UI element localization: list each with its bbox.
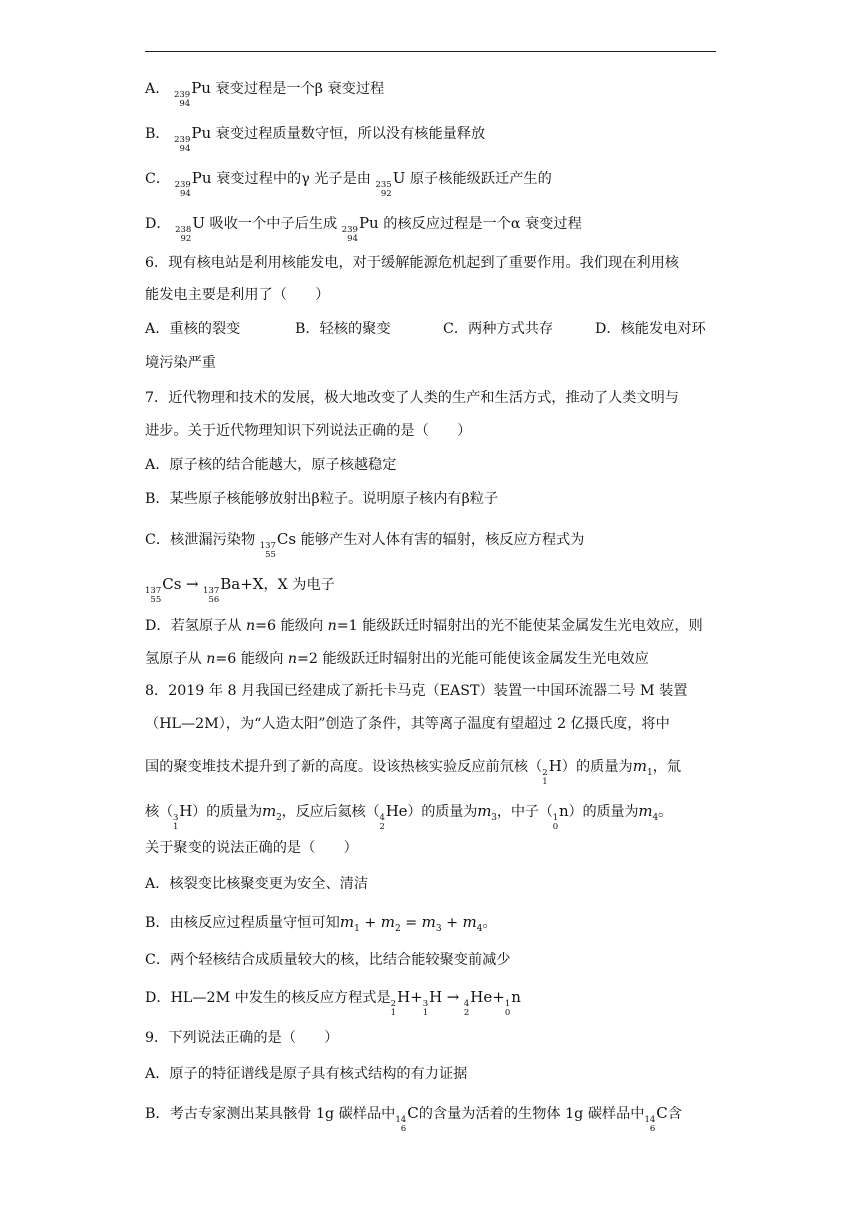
- nuclide-h2: 2 1 H: [542, 757, 562, 787]
- q8-stem-line4: 核（ 3 1 H）的质量为$m_2$，反应后氦核（ 4 2 He）的质量为$m_3$，中子（ 1 0 n）的质量为$m_4$。: [145, 802, 672, 832]
- q9-option-b[interactable]: B．考古专家测出某具骸骨 1g 碳样品中 14 6 C的含量为活着的生物体 1g 碳样品中 14 6 C含: [145, 1104, 682, 1134]
- q5-option-b[interactable]: B． 239 94 Pu 衰变过程质量数守恒，所以没有核能量释放: [145, 124, 486, 154]
- q8-option-a[interactable]: A．核裂变比核聚变更为安全、清洁: [145, 876, 369, 892]
- nuclide-h3: 3 1 H: [172, 802, 193, 832]
- q5-option-c[interactable]: C． 239 94 Pu 衰变过程中的γ 光子是由 235 92 U 原子核能级跃迁产生的: [145, 169, 552, 199]
- nuclide-pu239: 239 94 Pu: [341, 214, 379, 244]
- mass-m3: $m_3$: [477, 802, 497, 823]
- q7-stem-line1: 7．近代物理和技术的发展，极大地改变了人类的生产和生活方式，推动了人类文明与: [145, 390, 679, 406]
- header-rule: [145, 51, 716, 52]
- mass-m2: $m_2$: [262, 802, 282, 823]
- nuclide-ba137: 137 56 Ba+X: [203, 575, 264, 605]
- q7-option-d-cont: 氢原子从 n=6 能级向 n=2 能级跃迁时辐射出的光能可能使该金属发生光电效应: [145, 651, 649, 667]
- nuclide-pu239: 239 94 Pu: [174, 124, 212, 154]
- q8-stem-line1: 8．2019 年 8 月我国已经建成了新托卡马克（EAST）装置一中国环流器二号 M 装置: [145, 683, 688, 699]
- nuclide-pu239: 239 94 Pu: [174, 169, 212, 199]
- nuclide-n1: 1 0 n: [552, 802, 569, 832]
- nuclide-he4: 4 2 He: [379, 802, 408, 832]
- q5-option-a[interactable]: A． 239 94 Pu 衰变过程是一个β 衰变过程: [145, 79, 385, 109]
- q7-option-a[interactable]: A．原子核的结合能越大，原子核越稳定: [145, 457, 397, 473]
- q8-option-c[interactable]: C．两个轻核结合成质量较大的核，比结合能较聚变前减少: [145, 952, 511, 968]
- nuclide-c14: 14 6 C: [644, 1104, 668, 1134]
- nuclide-c14: 14 6 C: [395, 1104, 419, 1134]
- q5-option-d[interactable]: D． 238 92 U 吸收一个中子后生成 239 94 Pu 的核反应过程是一个α 衰变过程: [145, 214, 582, 244]
- q8-stem-line2: （HL—2M），为“人造太阳”创造了条件，其等离子温度有望超过 2 亿摄氏度，将中: [145, 716, 670, 732]
- q6-options: [145, 319, 706, 339]
- q6-stem-line2: 能发电主要是利用了（ ）: [145, 287, 330, 303]
- q7-option-d[interactable]: D．若氢原子从 n=6 能级向 n=1 能级跃迁时辐射出的光不能使某金属发生光电效应，则: [145, 618, 703, 634]
- arrow-icon: →: [446, 988, 460, 1006]
- mass-m1: $m_1$: [632, 757, 653, 778]
- q6-option-d[interactable]: D．核能发电对环: [595, 321, 706, 337]
- q7-equation: 137 55 Cs → 137 56 Ba+X，X 为电子: [145, 575, 335, 605]
- q8-stem-line3: 国的聚变堆技术提升到了新的高度。设该热核实验反应前氘核（ 2 1 H）的质量为$m_1$，氚: [145, 757, 682, 787]
- nuclide-u235: 235 92 U: [375, 169, 406, 199]
- mass-m4: $m_4$: [638, 802, 658, 823]
- nuclide-cs137: 137 55 Cs: [145, 575, 182, 605]
- nuclide-pu239: 239 94 Pu: [173, 79, 211, 109]
- nuclide-cs137: 137 55 Cs: [259, 530, 297, 560]
- q6-option-d-cont: 境污染严重: [145, 355, 216, 371]
- q8-option-d[interactable]: D．HL—2M 中发生的核反应方程式是 2 1 H+ 3 1 H → 4 2 He+ 1 0 n: [145, 988, 521, 1018]
- q6-option-b[interactable]: B．轻核的聚变: [295, 321, 391, 337]
- q6-stem-line1: 6．现有核电站是利用核能发电，对于缓解能源危机起到了重要作用。我们现在利用核: [145, 255, 679, 271]
- q6-option-c[interactable]: C．两种方式共存: [443, 321, 554, 337]
- q7-option-c[interactable]: C．核泄漏污染物 137 55 Cs 能够产生对人体有害的辐射，核反应方程式为: [145, 530, 585, 560]
- q7-stem-line2: 进步。关于近代物理知识下列说法正确的是（ ）: [145, 423, 472, 439]
- q9-option-a[interactable]: A．原子的特征谱线是原子具有核式结构的有力证据: [145, 1066, 468, 1082]
- nuclide-u238: 238 92 U: [175, 214, 205, 244]
- q8-stem-line5: 关于聚变的说法正确的是（ ）: [145, 840, 358, 856]
- q9-stem: 9．下列说法正确的是（ ）: [145, 1030, 339, 1046]
- q8-option-b[interactable]: B．由核反应过程质量守恒可知$m_1 + m_2 = m_3 + m_4$。: [145, 913, 497, 934]
- arrow-icon: →: [185, 575, 199, 593]
- q6-option-a[interactable]: A．重核的裂变: [145, 321, 241, 337]
- q7-option-b[interactable]: B．某些原子核能够放射出β粒子。说明原子核内有β粒子: [145, 491, 499, 507]
